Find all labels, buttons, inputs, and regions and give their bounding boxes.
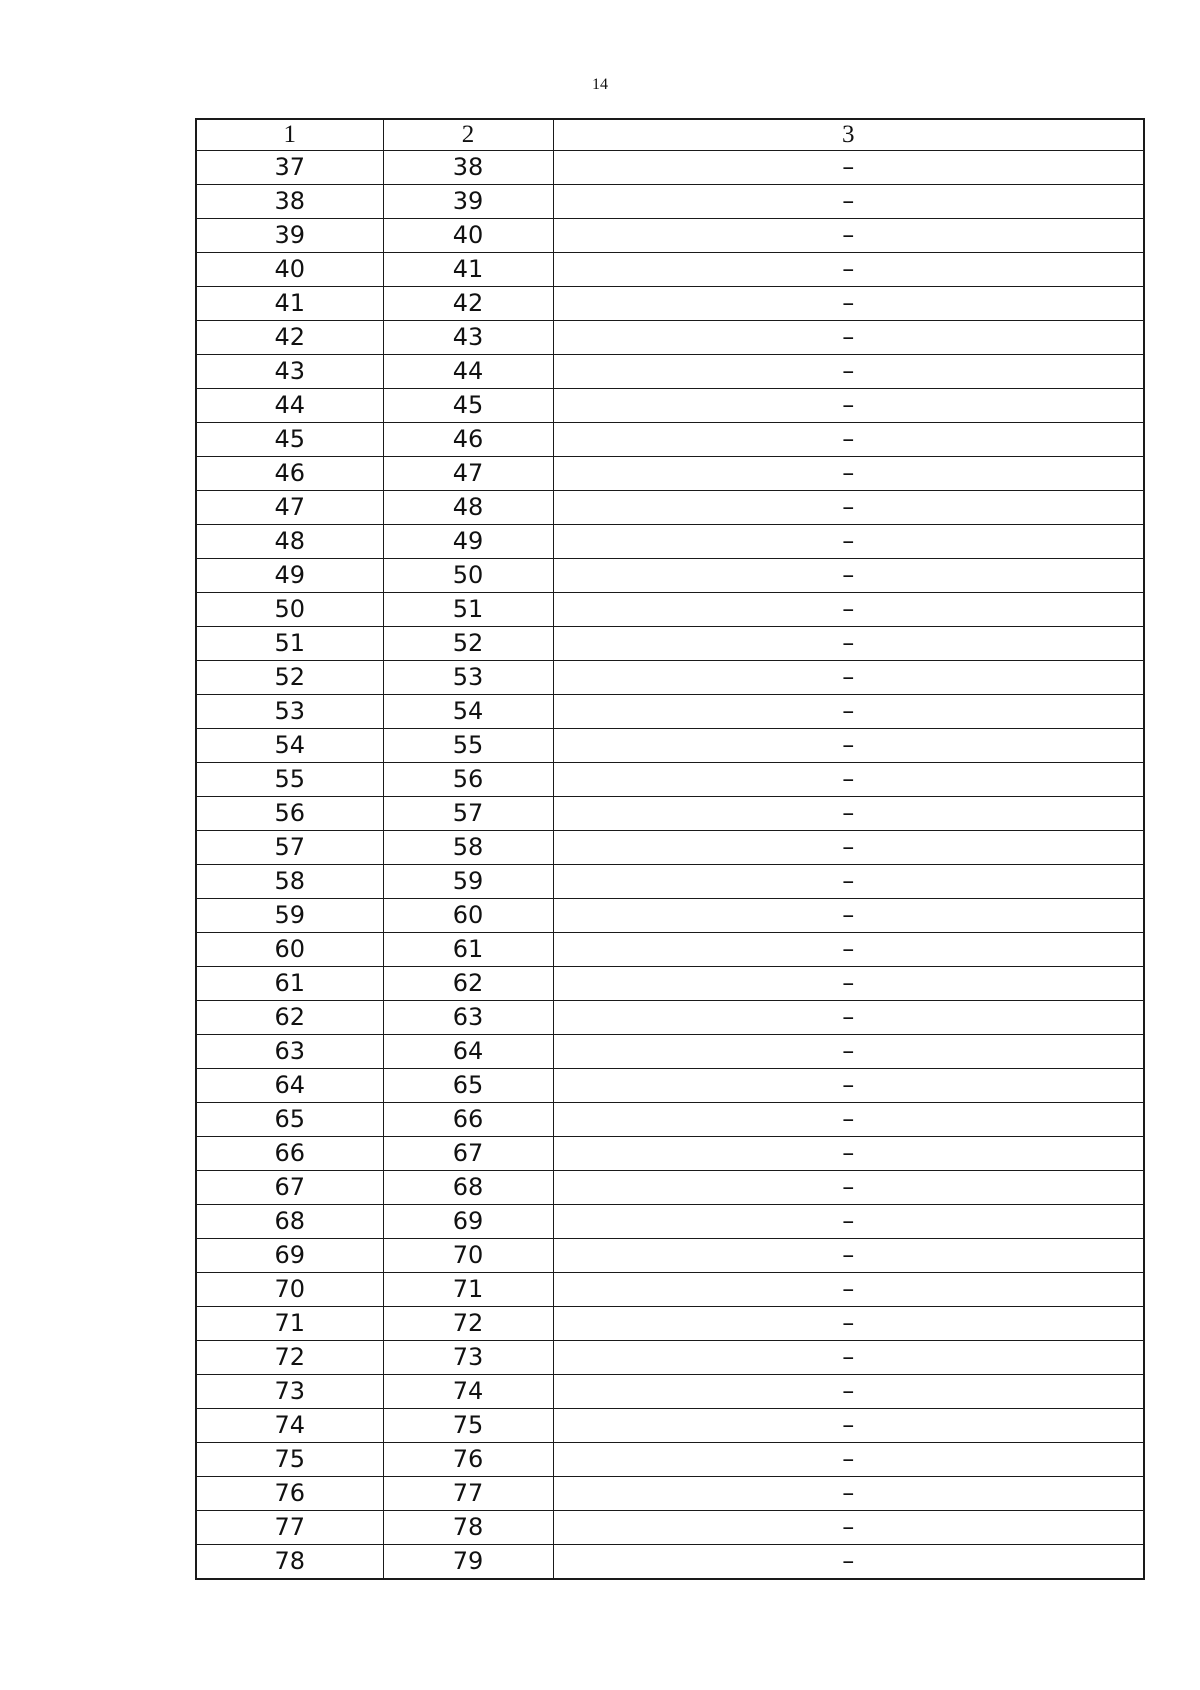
table-row [196, 287, 1144, 321]
cell-col-1: 58 [196, 865, 383, 899]
cell-col-2: 72 [383, 1307, 553, 1341]
cell-col-1: 44 [196, 389, 383, 423]
cell-col-2: 77 [383, 1477, 553, 1511]
cell-col-1: 54 [196, 729, 383, 763]
cell-col-3: – [553, 831, 1144, 865]
table-row [196, 1273, 1144, 1307]
cell-col-3: – [553, 1171, 1144, 1205]
cell-col-3: – [553, 1035, 1144, 1069]
cell-col-2: 79 [383, 1545, 553, 1580]
cell-col-3: – [553, 355, 1144, 389]
table-row [196, 185, 1144, 219]
cell-col-1: 65 [196, 1103, 383, 1137]
cell-col-2: 61 [383, 933, 553, 967]
cell-col-2: 75 [383, 1409, 553, 1443]
cell-col-3: – [553, 1409, 1144, 1443]
cell-col-3: – [553, 763, 1144, 797]
table-row [196, 1477, 1144, 1511]
cell-col-3: – [553, 219, 1144, 253]
column-header-2: 2 [383, 119, 553, 151]
cell-col-2: 74 [383, 1375, 553, 1409]
cell-col-3: – [553, 389, 1144, 423]
cell-col-2: 59 [383, 865, 553, 899]
cell-col-3: – [553, 1443, 1144, 1477]
cell-col-1: 46 [196, 457, 383, 491]
table-row [196, 355, 1144, 389]
cell-col-3: – [553, 1545, 1144, 1580]
cell-col-1: 56 [196, 797, 383, 831]
table-row [196, 491, 1144, 525]
data-table [195, 118, 1145, 1580]
cell-col-3: – [553, 1273, 1144, 1307]
table-row [196, 423, 1144, 457]
cell-col-1: 42 [196, 321, 383, 355]
cell-col-1: 57 [196, 831, 383, 865]
cell-col-2: 43 [383, 321, 553, 355]
cell-col-2: 67 [383, 1137, 553, 1171]
table-row [196, 695, 1144, 729]
cell-col-3: – [553, 559, 1144, 593]
cell-col-3: – [553, 1341, 1144, 1375]
table-row [196, 1239, 1144, 1273]
cell-col-1: 61 [196, 967, 383, 1001]
cell-col-1: 72 [196, 1341, 383, 1375]
table-row [196, 661, 1144, 695]
cell-col-2: 50 [383, 559, 553, 593]
cell-col-3: – [553, 933, 1144, 967]
cell-col-1: 48 [196, 525, 383, 559]
cell-col-1: 70 [196, 1273, 383, 1307]
cell-col-2: 66 [383, 1103, 553, 1137]
cell-col-3: – [553, 185, 1144, 219]
cell-col-1: 74 [196, 1409, 383, 1443]
column-header-3: 3 [553, 119, 1144, 151]
cell-col-2: 48 [383, 491, 553, 525]
page-number: 14 [592, 76, 608, 93]
cell-col-2: 47 [383, 457, 553, 491]
cell-col-1: 66 [196, 1137, 383, 1171]
cell-col-2: 55 [383, 729, 553, 763]
cell-col-3: – [553, 1137, 1144, 1171]
table-body [196, 151, 1144, 1580]
table-row [196, 525, 1144, 559]
cell-col-1: 64 [196, 1069, 383, 1103]
cell-col-2: 49 [383, 525, 553, 559]
cell-col-3: – [553, 1239, 1144, 1273]
cell-col-3: – [553, 1375, 1144, 1409]
cell-col-2: 68 [383, 1171, 553, 1205]
cell-col-2: 64 [383, 1035, 553, 1069]
cell-col-1: 67 [196, 1171, 383, 1205]
table-row [196, 457, 1144, 491]
table-row [196, 899, 1144, 933]
cell-col-2: 62 [383, 967, 553, 1001]
cell-col-2: 71 [383, 1273, 553, 1307]
cell-col-2: 41 [383, 253, 553, 287]
cell-col-1: 62 [196, 1001, 383, 1035]
table-row [196, 831, 1144, 865]
cell-col-3: – [553, 695, 1144, 729]
table-row [196, 1443, 1144, 1477]
cell-col-1: 63 [196, 1035, 383, 1069]
cell-col-2: 54 [383, 695, 553, 729]
cell-col-3: – [553, 1069, 1144, 1103]
table-row [196, 1205, 1144, 1239]
table-row [196, 1409, 1144, 1443]
cell-col-3: – [553, 525, 1144, 559]
cell-col-3: – [553, 457, 1144, 491]
table-row [196, 1001, 1144, 1035]
table-row [196, 1341, 1144, 1375]
cell-col-3: – [553, 627, 1144, 661]
cell-col-1: 45 [196, 423, 383, 457]
cell-col-2: 46 [383, 423, 553, 457]
cell-col-2: 57 [383, 797, 553, 831]
cell-col-2: 78 [383, 1511, 553, 1545]
cell-col-1: 47 [196, 491, 383, 525]
cell-col-3: – [553, 967, 1144, 1001]
table-row [196, 1511, 1144, 1545]
cell-col-2: 76 [383, 1443, 553, 1477]
cell-col-3: – [553, 593, 1144, 627]
table-row [196, 219, 1144, 253]
table-header-row [196, 119, 1144, 151]
cell-col-1: 43 [196, 355, 383, 389]
cell-col-3: – [553, 865, 1144, 899]
table-row [196, 1545, 1144, 1580]
cell-col-2: 60 [383, 899, 553, 933]
cell-col-2: 70 [383, 1239, 553, 1273]
cell-col-1: 59 [196, 899, 383, 933]
cell-col-3: – [553, 1103, 1144, 1137]
cell-col-1: 41 [196, 287, 383, 321]
cell-col-3: – [553, 1307, 1144, 1341]
table-row [196, 933, 1144, 967]
cell-col-1: 50 [196, 593, 383, 627]
cell-col-3: – [553, 253, 1144, 287]
table-row [196, 763, 1144, 797]
cell-col-1: 75 [196, 1443, 383, 1477]
table-row [196, 1137, 1144, 1171]
cell-col-2: 45 [383, 389, 553, 423]
table-row [196, 559, 1144, 593]
cell-col-3: – [553, 1205, 1144, 1239]
cell-col-2: 58 [383, 831, 553, 865]
cell-col-1: 71 [196, 1307, 383, 1341]
cell-col-2: 56 [383, 763, 553, 797]
cell-col-1: 69 [196, 1239, 383, 1273]
cell-col-3: – [553, 729, 1144, 763]
cell-col-1: 60 [196, 933, 383, 967]
column-header-1: 1 [196, 119, 383, 151]
cell-col-3: – [553, 287, 1144, 321]
table-row [196, 1069, 1144, 1103]
cell-col-2: 42 [383, 287, 553, 321]
cell-col-2: 53 [383, 661, 553, 695]
table-row [196, 151, 1144, 185]
cell-col-2: 39 [383, 185, 553, 219]
cell-col-1: 73 [196, 1375, 383, 1409]
cell-col-1: 51 [196, 627, 383, 661]
cell-col-2: 51 [383, 593, 553, 627]
cell-col-1: 78 [196, 1545, 383, 1580]
table-row [196, 865, 1144, 899]
cell-col-1: 49 [196, 559, 383, 593]
cell-col-3: – [553, 321, 1144, 355]
cell-col-2: 69 [383, 1205, 553, 1239]
table-row [196, 729, 1144, 763]
table-row [196, 1375, 1144, 1409]
cell-col-1: 68 [196, 1205, 383, 1239]
cell-col-3: – [553, 151, 1144, 185]
table-row [196, 1103, 1144, 1137]
cell-col-3: – [553, 661, 1144, 695]
cell-col-2: 44 [383, 355, 553, 389]
cell-col-1: 37 [196, 151, 383, 185]
cell-col-1: 38 [196, 185, 383, 219]
cell-col-2: 65 [383, 1069, 553, 1103]
table-row [196, 253, 1144, 287]
cell-col-2: 38 [383, 151, 553, 185]
table-row [196, 627, 1144, 661]
cell-col-1: 52 [196, 661, 383, 695]
cell-col-1: 39 [196, 219, 383, 253]
table-row [196, 1035, 1144, 1069]
cell-col-3: – [553, 423, 1144, 457]
table-row [196, 321, 1144, 355]
table-row [196, 593, 1144, 627]
cell-col-3: – [553, 1477, 1144, 1511]
cell-col-3: – [553, 491, 1144, 525]
table-row [196, 389, 1144, 423]
cell-col-1: 40 [196, 253, 383, 287]
cell-col-3: – [553, 899, 1144, 933]
cell-col-2: 63 [383, 1001, 553, 1035]
cell-col-1: 53 [196, 695, 383, 729]
cell-col-2: 73 [383, 1341, 553, 1375]
cell-col-1: 76 [196, 1477, 383, 1511]
cell-col-3: – [553, 1511, 1144, 1545]
cell-col-1: 77 [196, 1511, 383, 1545]
table-row [196, 967, 1144, 1001]
table-row [196, 797, 1144, 831]
table-row [196, 1171, 1144, 1205]
cell-col-2: 52 [383, 627, 553, 661]
cell-col-2: 40 [383, 219, 553, 253]
cell-col-3: – [553, 1001, 1144, 1035]
cell-col-1: 55 [196, 763, 383, 797]
table-row [196, 1307, 1144, 1341]
cell-col-3: – [553, 797, 1144, 831]
